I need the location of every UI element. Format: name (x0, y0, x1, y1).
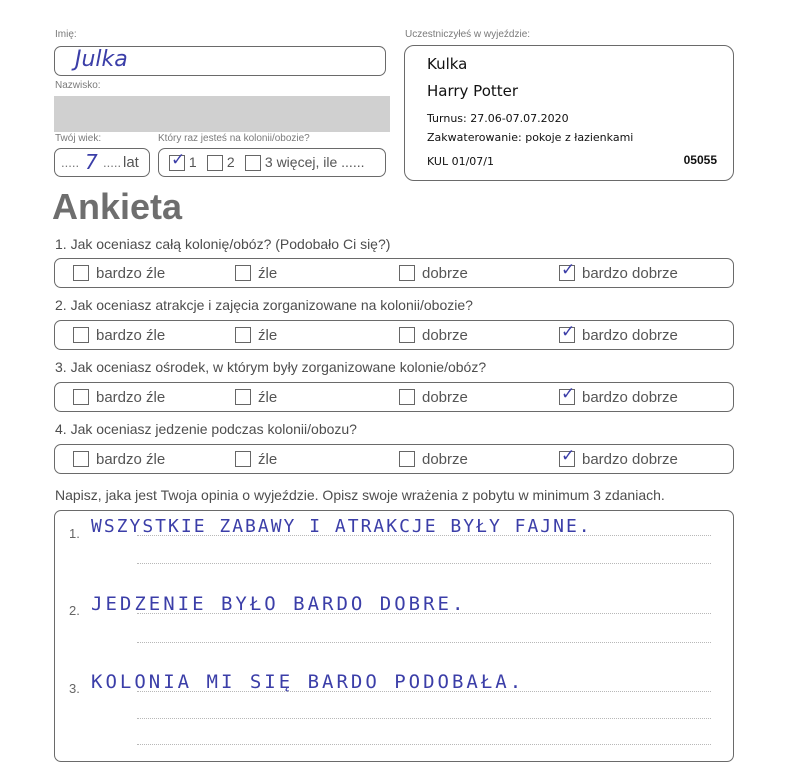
answer-2-text: JEDZENIE BYŁO BARDO DOBRE. (91, 593, 467, 615)
question-2-text: 2. Jak oceniasz atrakcje i zajęcia zorganizowane na kolonii/obozie? (55, 297, 473, 313)
surname-label: Nazwisko: (55, 80, 101, 91)
camp-theme: Harry Potter (427, 82, 519, 100)
check-icon: ✓ (561, 384, 576, 405)
answer-line (137, 563, 711, 564)
question-3-text: 3. Jak oceniasz ośrodek, w którym były zorganizowane kolonie/obóz? (55, 359, 487, 375)
option-label: dobrze (422, 264, 468, 282)
times-field (158, 148, 386, 177)
question-4-text: 4. Jak oceniasz jedzenie podczas kolonii/obozu? (55, 421, 357, 437)
answer-1-text: WSZYSTKIE ZABAWY I ATRAKCJE BYŁY FAJNE. (91, 516, 592, 537)
times-checkbox-2[interactable] (207, 155, 223, 171)
q3-checkbox-4[interactable] (559, 384, 576, 405)
answer-line (137, 535, 711, 536)
check-icon: ✓ (561, 446, 576, 467)
camp-name: Kulka (427, 55, 468, 73)
q3-checkbox-1[interactable] (73, 389, 89, 405)
q1-option-3[interactable] (399, 264, 468, 282)
q1-option-1[interactable] (73, 264, 165, 282)
check-icon: ✓ (561, 260, 576, 281)
option-label: bardzo dobrze (582, 264, 678, 282)
question-3-options (54, 382, 734, 412)
q3-option-1[interactable] (73, 388, 165, 406)
camp-info-box (404, 45, 734, 181)
q2-checkbox-1[interactable] (73, 327, 89, 343)
option-label: bardzo źle (96, 450, 166, 468)
check-icon: ✓ (561, 322, 576, 343)
times-label: Który raz jesteś na kolonii/obozie? (158, 133, 310, 144)
name-value: Julka (75, 47, 128, 72)
option-label: dobrze (422, 326, 468, 344)
camp-number: 05055 (683, 153, 717, 167)
q2-checkbox-2[interactable] (235, 327, 251, 343)
q1-checkbox-1[interactable] (73, 265, 89, 281)
q2-option-3[interactable] (399, 326, 468, 344)
question-1-text: 1. Jak oceniasz całą kolonię/obóz? (Podobało Ci się?) (55, 236, 391, 252)
camp-accommodation: Zakwaterowanie: pokoje z łazienkami (427, 131, 634, 144)
q2-option-2[interactable] (235, 326, 277, 344)
question-1-options (54, 258, 734, 288)
option-label: źle (258, 450, 278, 468)
camp-label: Uczestniczyłeś w wyjeździe: (405, 29, 531, 40)
camp-code: KUL 01/07/1 (427, 155, 494, 168)
times-option-1-label: 1 (188, 154, 197, 170)
q2-checkbox-3[interactable] (399, 327, 415, 343)
times-option-2[interactable] (207, 154, 235, 171)
q4-checkbox-4[interactable] (559, 446, 576, 467)
answer-line (137, 642, 711, 643)
option-label: bardzo źle (96, 388, 166, 406)
age-dots-2: ..... (103, 155, 122, 170)
times-option-3-label: 3 więcej, ile ...... (264, 154, 365, 170)
option-label: źle (258, 326, 278, 344)
option-label: bardzo źle (96, 264, 166, 282)
age-unit: lat (123, 154, 139, 171)
question-4-options (54, 444, 734, 474)
q4-option-3[interactable] (399, 450, 468, 468)
q3-option-4[interactable] (559, 384, 678, 406)
q2-option-4[interactable] (559, 322, 678, 344)
q4-checkbox-1[interactable] (73, 451, 89, 467)
q2-option-1[interactable] (73, 326, 165, 344)
option-label: źle (258, 388, 278, 406)
q1-checkbox-3[interactable] (399, 265, 415, 281)
q4-option-4[interactable] (559, 446, 678, 468)
age-label: Twój wiek: (55, 133, 102, 144)
times-option-2-label: 2 (226, 154, 235, 170)
camp-turnus: Turnus: 27.06-07.07.2020 (427, 112, 569, 125)
times-checkbox-3[interactable] (245, 155, 261, 171)
answer-line (137, 613, 711, 614)
age-field[interactable] (54, 148, 150, 177)
option-label: źle (258, 264, 278, 282)
option-label: bardzo źle (96, 326, 166, 344)
q2-checkbox-4[interactable] (559, 322, 576, 343)
answer-3-text: KOLONIA MI SIĘ BARDO PODOBAŁA. (91, 671, 525, 693)
option-label: dobrze (422, 450, 468, 468)
times-option-1[interactable] (169, 150, 197, 171)
q3-option-3[interactable] (399, 388, 468, 406)
q3-checkbox-3[interactable] (399, 389, 415, 405)
question-2-options (54, 320, 734, 350)
age-dots: ..... (61, 155, 80, 170)
option-label: bardzo dobrze (582, 388, 678, 406)
q1-checkbox-2[interactable] (235, 265, 251, 281)
q3-checkbox-2[interactable] (235, 389, 251, 405)
q4-checkbox-3[interactable] (399, 451, 415, 467)
option-label: bardzo dobrze (582, 326, 678, 344)
answer-3-number: 3. (69, 681, 80, 696)
option-label: bardzo dobrze (582, 450, 678, 468)
opinion-prompt: Napisz, jaka jest Twoja opinia o wyjeździe. Opisz swoje wrażenia z pobytu w minimum 3 zdaniach. (55, 487, 665, 503)
option-label: dobrze (422, 388, 468, 406)
q4-checkbox-2[interactable] (235, 451, 251, 467)
answer-2-number: 2. (69, 603, 80, 618)
answer-1-number: 1. (69, 526, 80, 541)
surname-redaction (54, 96, 390, 132)
answer-line (137, 718, 711, 719)
q4-option-2[interactable] (235, 450, 277, 468)
name-field[interactable] (54, 46, 386, 76)
opinion-answer-box[interactable] (54, 510, 734, 762)
answer-line (137, 744, 711, 745)
q4-option-1[interactable] (73, 450, 165, 468)
times-checkbox-1[interactable] (169, 150, 186, 171)
survey-title: Ankieta (52, 186, 183, 227)
q3-option-2[interactable] (235, 388, 277, 406)
age-value: 7 (85, 150, 98, 174)
q1-option-4[interactable] (559, 260, 678, 282)
answer-line (137, 691, 711, 692)
q1-checkbox-4[interactable] (559, 260, 576, 281)
name-label: Imię: (55, 29, 77, 40)
q1-option-2[interactable] (235, 264, 277, 282)
times-option-3[interactable] (245, 154, 364, 171)
check-icon: ✓ (171, 150, 186, 171)
